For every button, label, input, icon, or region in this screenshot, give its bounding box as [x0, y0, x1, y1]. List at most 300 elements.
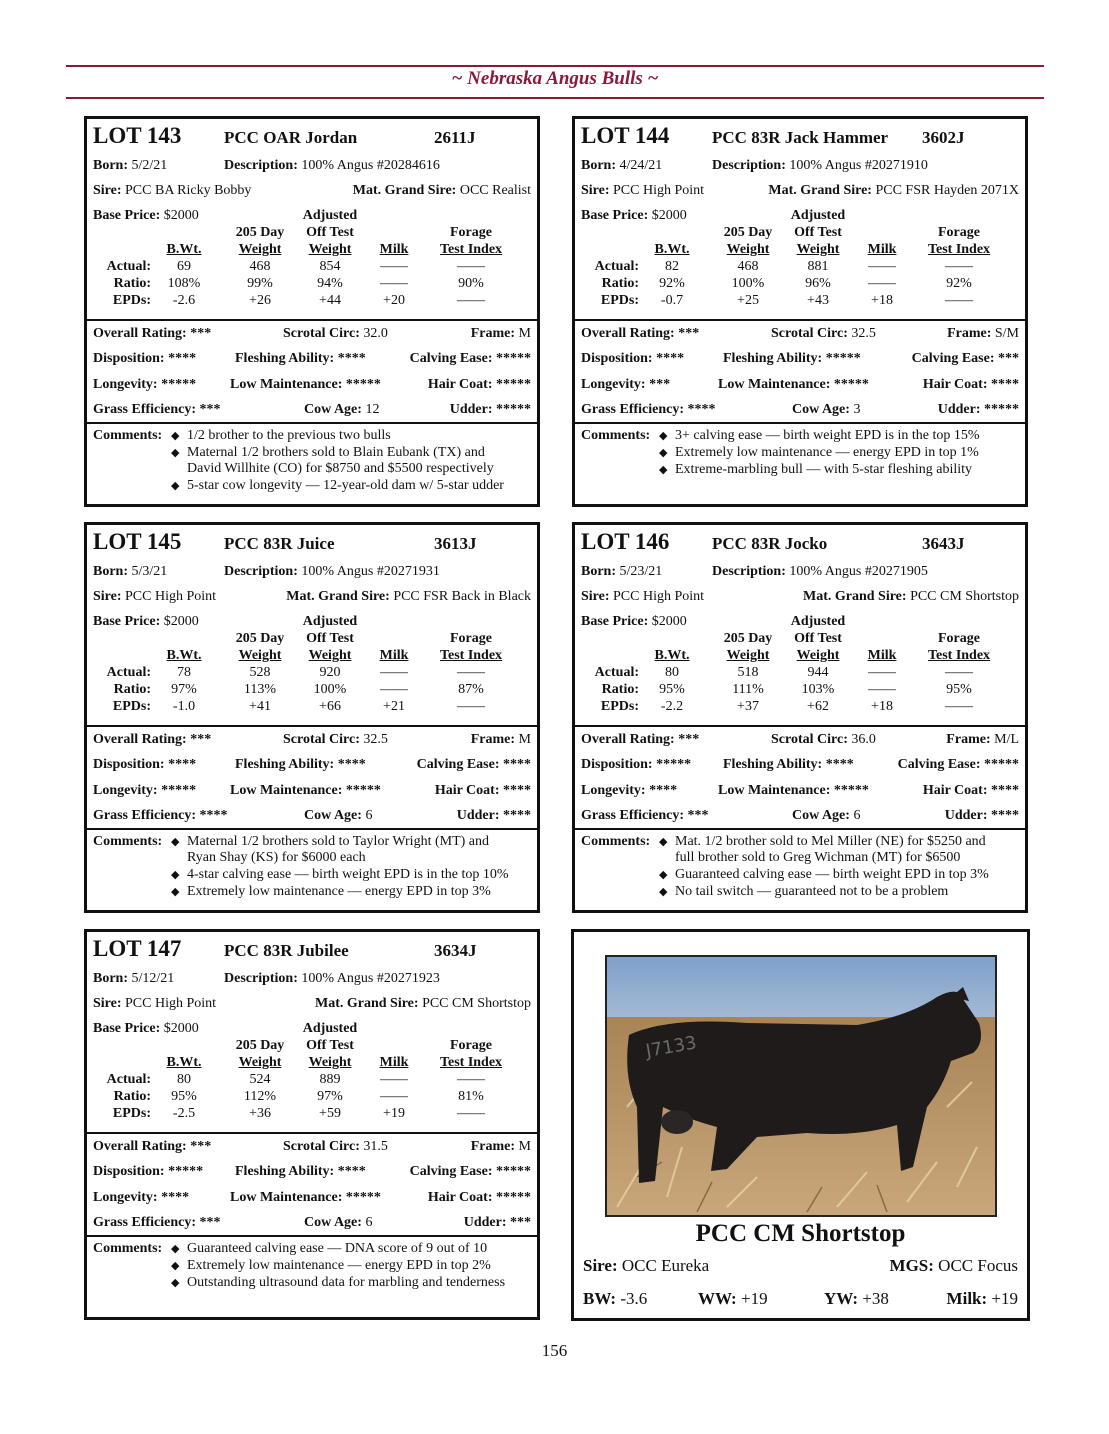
text: Grass Efficiency: — [581, 808, 685, 823]
lot-card — [572, 522, 1028, 913]
text: Scrotal Circ: — [283, 732, 360, 747]
field — [93, 1215, 221, 1231]
text: Disposition: — [581, 757, 653, 772]
text: Ryan Shay (KS) for $6000 each — [187, 850, 366, 865]
text: 100% Angus #20271910 — [789, 158, 928, 173]
text: Ratio: — [601, 276, 639, 291]
epds-cell: +18 — [871, 293, 893, 308]
actual-cell: 468 — [737, 259, 759, 274]
field — [235, 1164, 366, 1180]
actual-cell: —— — [945, 665, 973, 680]
text: Fleshing Ability: — [235, 757, 335, 772]
field: Test Index — [439, 242, 503, 257]
description — [712, 158, 928, 174]
description — [224, 971, 440, 987]
born-date — [581, 158, 662, 174]
text: Maternal 1/2 brothers sold to Taylor Wright (MT) and — [187, 834, 489, 849]
comment-line — [171, 1258, 532, 1274]
text: Low Maintenance: — [718, 377, 831, 392]
text: **** — [687, 402, 716, 417]
actual-cell: —— — [457, 1072, 485, 1087]
bullet-icon: ◆ — [171, 1243, 180, 1255]
text: Cow Age: — [792, 402, 850, 417]
text: **** — [168, 351, 197, 366]
field: Forage — [450, 225, 492, 240]
field — [93, 783, 196, 799]
text: Comments: — [581, 428, 651, 443]
text: $2000 — [651, 614, 687, 629]
text: PCC FSR Back in Black — [393, 589, 531, 604]
text: Comments: — [581, 834, 651, 849]
text: Mat. Grand Sire: — [768, 183, 872, 198]
field — [585, 665, 639, 681]
base-price — [581, 614, 687, 630]
text: Extremely low maintenance — energy EPD in top 1% — [675, 445, 979, 460]
text: ***** — [656, 757, 692, 772]
field — [471, 326, 531, 342]
actual-cell: —— — [868, 259, 896, 274]
performance-table — [87, 609, 537, 725]
field: Weight — [726, 648, 770, 663]
field — [923, 377, 1019, 393]
born-date — [93, 564, 167, 580]
field: Weight — [238, 1055, 282, 1070]
epds-cell: +59 — [319, 1106, 341, 1121]
featured-milk: Milk: +19 — [946, 1289, 1018, 1308]
comment-line — [171, 1241, 532, 1257]
field: Milk — [379, 1055, 409, 1070]
featured-sire-card — [571, 929, 1030, 1321]
comment-line — [659, 445, 1020, 461]
text: *** — [199, 402, 221, 417]
ratio-cell: 95% — [946, 682, 972, 697]
bull-name: PCC OAR Jordan — [224, 128, 358, 147]
ratio-cell: 90% — [458, 276, 484, 291]
text: Calving Ease: — [911, 351, 995, 366]
field: B.Wt. — [654, 648, 690, 663]
text: **** — [503, 757, 531, 772]
bottom-rule — [66, 97, 1044, 99]
field — [723, 351, 861, 367]
field: Milk — [867, 242, 897, 257]
field — [471, 1139, 531, 1155]
text: Calving Ease: — [409, 351, 493, 366]
text: Overall Rating: — [581, 326, 675, 341]
field: Off Test — [794, 631, 842, 646]
tag-number: 2611J — [434, 128, 476, 147]
text: Mat. 1/2 brother sold to Mel Miller (NE) for $5250 and — [675, 834, 986, 849]
field: Milk — [379, 648, 409, 663]
field — [581, 402, 716, 418]
text: ***** — [496, 1190, 531, 1205]
text: Calving Ease: — [409, 1164, 493, 1179]
text: Udder: — [456, 808, 500, 823]
text: 145 — [146, 529, 182, 554]
ratio-cell: 103% — [801, 682, 835, 697]
text: **** — [199, 808, 228, 823]
text: *** — [998, 351, 1019, 366]
sire — [581, 183, 704, 199]
field: Test Index — [439, 648, 503, 663]
field — [912, 351, 1019, 367]
bullet-icon: ◆ — [171, 1277, 180, 1289]
text: **** — [337, 1164, 366, 1179]
actual-cell: 69 — [177, 259, 191, 274]
text: Scrotal Circ: — [771, 732, 848, 747]
field: 205 Day — [723, 225, 773, 240]
text: **** — [337, 351, 366, 366]
comment-line — [187, 850, 532, 866]
text: Disposition: — [93, 757, 165, 772]
bull-name: PCC 83R Juice — [224, 534, 335, 553]
text: Base Price: — [581, 208, 649, 223]
field — [581, 783, 677, 799]
field: 205 Day — [235, 1038, 285, 1053]
text: Overall Rating: — [93, 1139, 187, 1154]
text: 146 — [634, 529, 670, 554]
text: **** — [991, 377, 1019, 392]
bullet-icon: ◆ — [171, 430, 180, 442]
lot-header — [575, 119, 1025, 153]
bullet-icon: ◆ — [659, 886, 668, 898]
ratings — [87, 1132, 537, 1235]
text: ***** — [168, 1164, 204, 1179]
field: Test Index — [439, 1055, 503, 1070]
text: Frame: — [470, 1139, 516, 1154]
text: Udder: — [449, 402, 493, 417]
ratio-cell: —— — [868, 682, 896, 697]
text: ***** — [496, 402, 531, 417]
field: 205 Day — [723, 631, 773, 646]
field — [93, 732, 211, 748]
actual-cell: 518 — [737, 665, 759, 680]
field — [417, 757, 531, 773]
comment-line — [659, 834, 1020, 850]
comments-label — [581, 428, 650, 444]
text: Cow Age: — [304, 402, 362, 417]
text: Comments: — [93, 428, 163, 443]
field — [93, 1190, 189, 1206]
field — [235, 351, 366, 367]
text: Ratio: — [601, 682, 639, 697]
comments-label — [93, 428, 162, 444]
field — [428, 377, 531, 393]
field — [230, 377, 381, 393]
field: B.Wt. — [654, 242, 690, 257]
field — [581, 326, 699, 342]
field: Adjusted — [302, 614, 358, 629]
text: David Willhite (CO) for $8750 and $5500 respectively — [187, 461, 494, 476]
ratings — [87, 319, 537, 422]
text: Mat. Grand Sire: — [286, 589, 390, 604]
text: Hair Coat: — [427, 377, 493, 392]
field — [471, 732, 531, 748]
text: EPDs: — [600, 293, 639, 308]
field — [428, 1190, 531, 1206]
field — [97, 665, 151, 681]
text: ***** — [833, 377, 869, 392]
text: 6 — [853, 808, 861, 823]
text: Base Price: — [93, 208, 161, 223]
ratio-cell: 99% — [247, 276, 273, 291]
text: Sire: — [93, 589, 122, 604]
field: Off Test — [306, 225, 354, 240]
text: Overall Rating: — [93, 732, 187, 747]
text: **** — [649, 783, 678, 798]
field — [230, 1190, 381, 1206]
featured-ww: WW: +19 — [698, 1289, 768, 1308]
text: 3+ calving ease — birth weight EPD is in the top 15% — [675, 428, 980, 443]
ratio-cell: 112% — [243, 1089, 277, 1104]
text: Hair Coat: — [434, 783, 500, 798]
text: 32.5 — [363, 732, 388, 747]
field — [946, 732, 1019, 748]
field — [435, 783, 531, 799]
comments-section — [87, 422, 537, 504]
actual-cell: —— — [380, 259, 408, 274]
field: 205 Day — [235, 225, 285, 240]
text: 100% Angus #20271923 — [301, 971, 440, 986]
sire — [581, 589, 704, 605]
field: Off Test — [306, 1038, 354, 1053]
text: Description: — [224, 564, 298, 579]
bullet-icon: ◆ — [171, 836, 180, 848]
text: ***** — [496, 351, 531, 366]
actual-cell: 854 — [319, 259, 341, 274]
sire — [93, 589, 216, 605]
text: Base Price: — [93, 614, 161, 629]
text: EPDs: — [600, 699, 639, 714]
text: ***** — [496, 1164, 531, 1179]
text: Grass Efficiency: — [93, 808, 197, 823]
ratio-cell: 111% — [732, 682, 764, 697]
bullet-icon: ◆ — [659, 430, 668, 442]
field — [585, 699, 639, 715]
epds-cell: -2.6 — [172, 293, 196, 308]
field: B.Wt. — [166, 1055, 202, 1070]
tag-number: 3634J — [434, 941, 477, 960]
text: Frame: — [946, 732, 991, 747]
text: *** — [687, 808, 709, 823]
text: Longevity: — [581, 783, 646, 798]
actual-cell: —— — [457, 665, 485, 680]
ratings — [575, 319, 1025, 422]
text: **** — [825, 757, 854, 772]
field — [410, 351, 531, 367]
comment-line — [171, 884, 532, 900]
field — [304, 1215, 372, 1231]
base-price — [93, 614, 199, 630]
field: B.Wt. — [166, 648, 202, 663]
comment-line — [171, 834, 532, 850]
bull-name: PCC 83R Jubilee — [224, 941, 349, 960]
text: Grass Efficiency: — [93, 402, 197, 417]
field — [283, 732, 388, 748]
field: Forage — [938, 631, 980, 646]
field — [947, 326, 1019, 342]
text: 147 — [146, 936, 182, 961]
field — [93, 1164, 203, 1180]
text: 4-star calving ease — birth weight EPD is in the top 10% — [187, 867, 509, 882]
field — [923, 783, 1019, 799]
field — [97, 682, 151, 698]
text: Longevity: — [581, 377, 646, 392]
text: S/M — [994, 326, 1019, 341]
text: *** — [678, 732, 700, 747]
actual-cell: 468 — [249, 259, 271, 274]
comments-section — [575, 828, 1025, 910]
text: Scrotal Circ: — [771, 326, 848, 341]
epds-cell: —— — [457, 293, 485, 308]
comments-label — [581, 834, 650, 850]
actual-cell: —— — [868, 665, 896, 680]
epds-cell: +19 — [383, 1106, 405, 1121]
text: ***** — [496, 377, 531, 392]
text: Born: — [93, 971, 128, 986]
field — [93, 808, 228, 824]
text: $2000 — [651, 208, 687, 223]
field: Test Index — [927, 242, 991, 257]
text: No tail switch — guaranteed not to be a problem — [675, 884, 949, 899]
lot-header — [87, 525, 537, 559]
text: 100% Angus #20284616 — [301, 158, 440, 173]
text: Guaranteed calving ease — birth weight EPD in top 3% — [675, 867, 989, 882]
tag-number: 3602J — [922, 128, 965, 147]
ratio-cell: 100% — [731, 276, 765, 291]
text: 100% Angus #20271931 — [301, 564, 440, 579]
text: Comments: — [93, 834, 163, 849]
ratio-cell: —— — [868, 276, 896, 291]
ratio-cell: 100% — [313, 682, 347, 697]
text: Born: — [581, 564, 616, 579]
text: Disposition: — [581, 351, 653, 366]
comment-line — [171, 478, 532, 494]
actual-cell: —— — [457, 259, 485, 274]
text: Extreme-marbling bull — with 5-star fleshing ability — [675, 462, 973, 477]
field — [771, 326, 876, 342]
epds-cell: +62 — [807, 699, 829, 714]
actual-cell: —— — [945, 259, 973, 274]
bullet-icon: ◆ — [171, 886, 180, 898]
text: Maternal 1/2 brothers sold to Blain Eubank (TX) and — [187, 445, 485, 460]
field — [93, 1139, 211, 1155]
tag-number: 3613J — [434, 534, 477, 553]
born-date — [93, 971, 174, 987]
text: Sire: — [93, 996, 122, 1011]
text: PCC High Point — [613, 589, 705, 604]
field — [581, 808, 709, 824]
text: Comments: — [93, 1241, 163, 1256]
text: 5/23/21 — [619, 564, 663, 579]
field — [97, 1106, 151, 1122]
text: Udder: — [937, 402, 981, 417]
text: Hair Coat: — [922, 783, 988, 798]
field: Forage — [450, 631, 492, 646]
text: 6 — [365, 1215, 373, 1230]
text: Sire: — [581, 589, 610, 604]
text: 5-star cow longevity — 12-year-old dam w/ 5-star udder — [187, 478, 504, 493]
field: Weight — [308, 242, 352, 257]
field — [97, 293, 151, 309]
field — [93, 351, 196, 367]
ratio-cell: 92% — [659, 276, 685, 291]
field: Weight — [726, 242, 770, 257]
featured-sire: Sire: OCC Eureka — [583, 1256, 710, 1275]
epds-cell: +36 — [249, 1106, 271, 1121]
text: *** — [649, 377, 671, 392]
text: ***** — [161, 377, 197, 392]
text: 5/12/21 — [131, 971, 175, 986]
bull-name: PCC 83R Jack Hammer — [712, 128, 889, 147]
ratio-cell: 97% — [317, 1089, 343, 1104]
tag-number: 3643J — [922, 534, 965, 553]
text: ***** — [833, 783, 869, 798]
epds-cell: +66 — [319, 699, 341, 714]
text: PCC BA Ricky Bobby — [125, 183, 252, 198]
text: Description: — [224, 971, 298, 986]
text: Mat. Grand Sire: — [802, 589, 907, 604]
field: Forage — [450, 1038, 492, 1053]
text: PCC FSR Hayden 2071X — [875, 183, 1019, 198]
ratings — [575, 725, 1025, 828]
text: Description: — [224, 158, 298, 173]
field: B.Wt. — [166, 242, 202, 257]
text: ***** — [345, 783, 381, 798]
epds-cell: -1.0 — [172, 699, 196, 714]
text: 3 — [853, 402, 861, 417]
text: Low Maintenance: — [718, 783, 831, 798]
performance-table — [575, 203, 1025, 319]
field: Adjusted — [302, 208, 358, 223]
field — [718, 377, 869, 393]
lot-number — [93, 529, 181, 555]
text: *** — [190, 326, 212, 341]
performance-table — [87, 203, 537, 319]
text: Fleshing Ability: — [723, 351, 823, 366]
lot-header — [87, 119, 537, 153]
text: Extremely low maintenance — energy EPD in top 3% — [187, 884, 491, 899]
epds-cell: +43 — [807, 293, 829, 308]
lot-number — [581, 123, 669, 149]
field — [723, 757, 854, 773]
text: *** — [190, 1139, 212, 1154]
field: Adjusted — [790, 614, 846, 629]
field — [450, 402, 531, 418]
comment-line — [675, 850, 1020, 866]
text: ***** — [984, 757, 1019, 772]
ratio-cell: 97% — [171, 682, 197, 697]
field — [464, 1215, 531, 1231]
bullet-icon: ◆ — [659, 869, 668, 881]
field — [585, 293, 639, 309]
description — [224, 158, 440, 174]
text: Actual: — [106, 259, 151, 274]
ratio-cell: 81% — [458, 1089, 484, 1104]
text: M/L — [994, 732, 1019, 747]
text: M — [518, 1139, 531, 1154]
bullet-icon: ◆ — [171, 869, 180, 881]
field — [457, 808, 531, 824]
text: Fleshing Ability: — [235, 1164, 335, 1179]
actual-cell: 82 — [665, 259, 679, 274]
text: Udder: — [463, 1215, 507, 1230]
field — [93, 377, 196, 393]
actual-cell: —— — [380, 665, 408, 680]
field — [283, 326, 388, 342]
text: EPDs: — [112, 699, 151, 714]
text: Base Price: — [93, 1021, 161, 1036]
mat-grand-sire — [353, 183, 531, 199]
